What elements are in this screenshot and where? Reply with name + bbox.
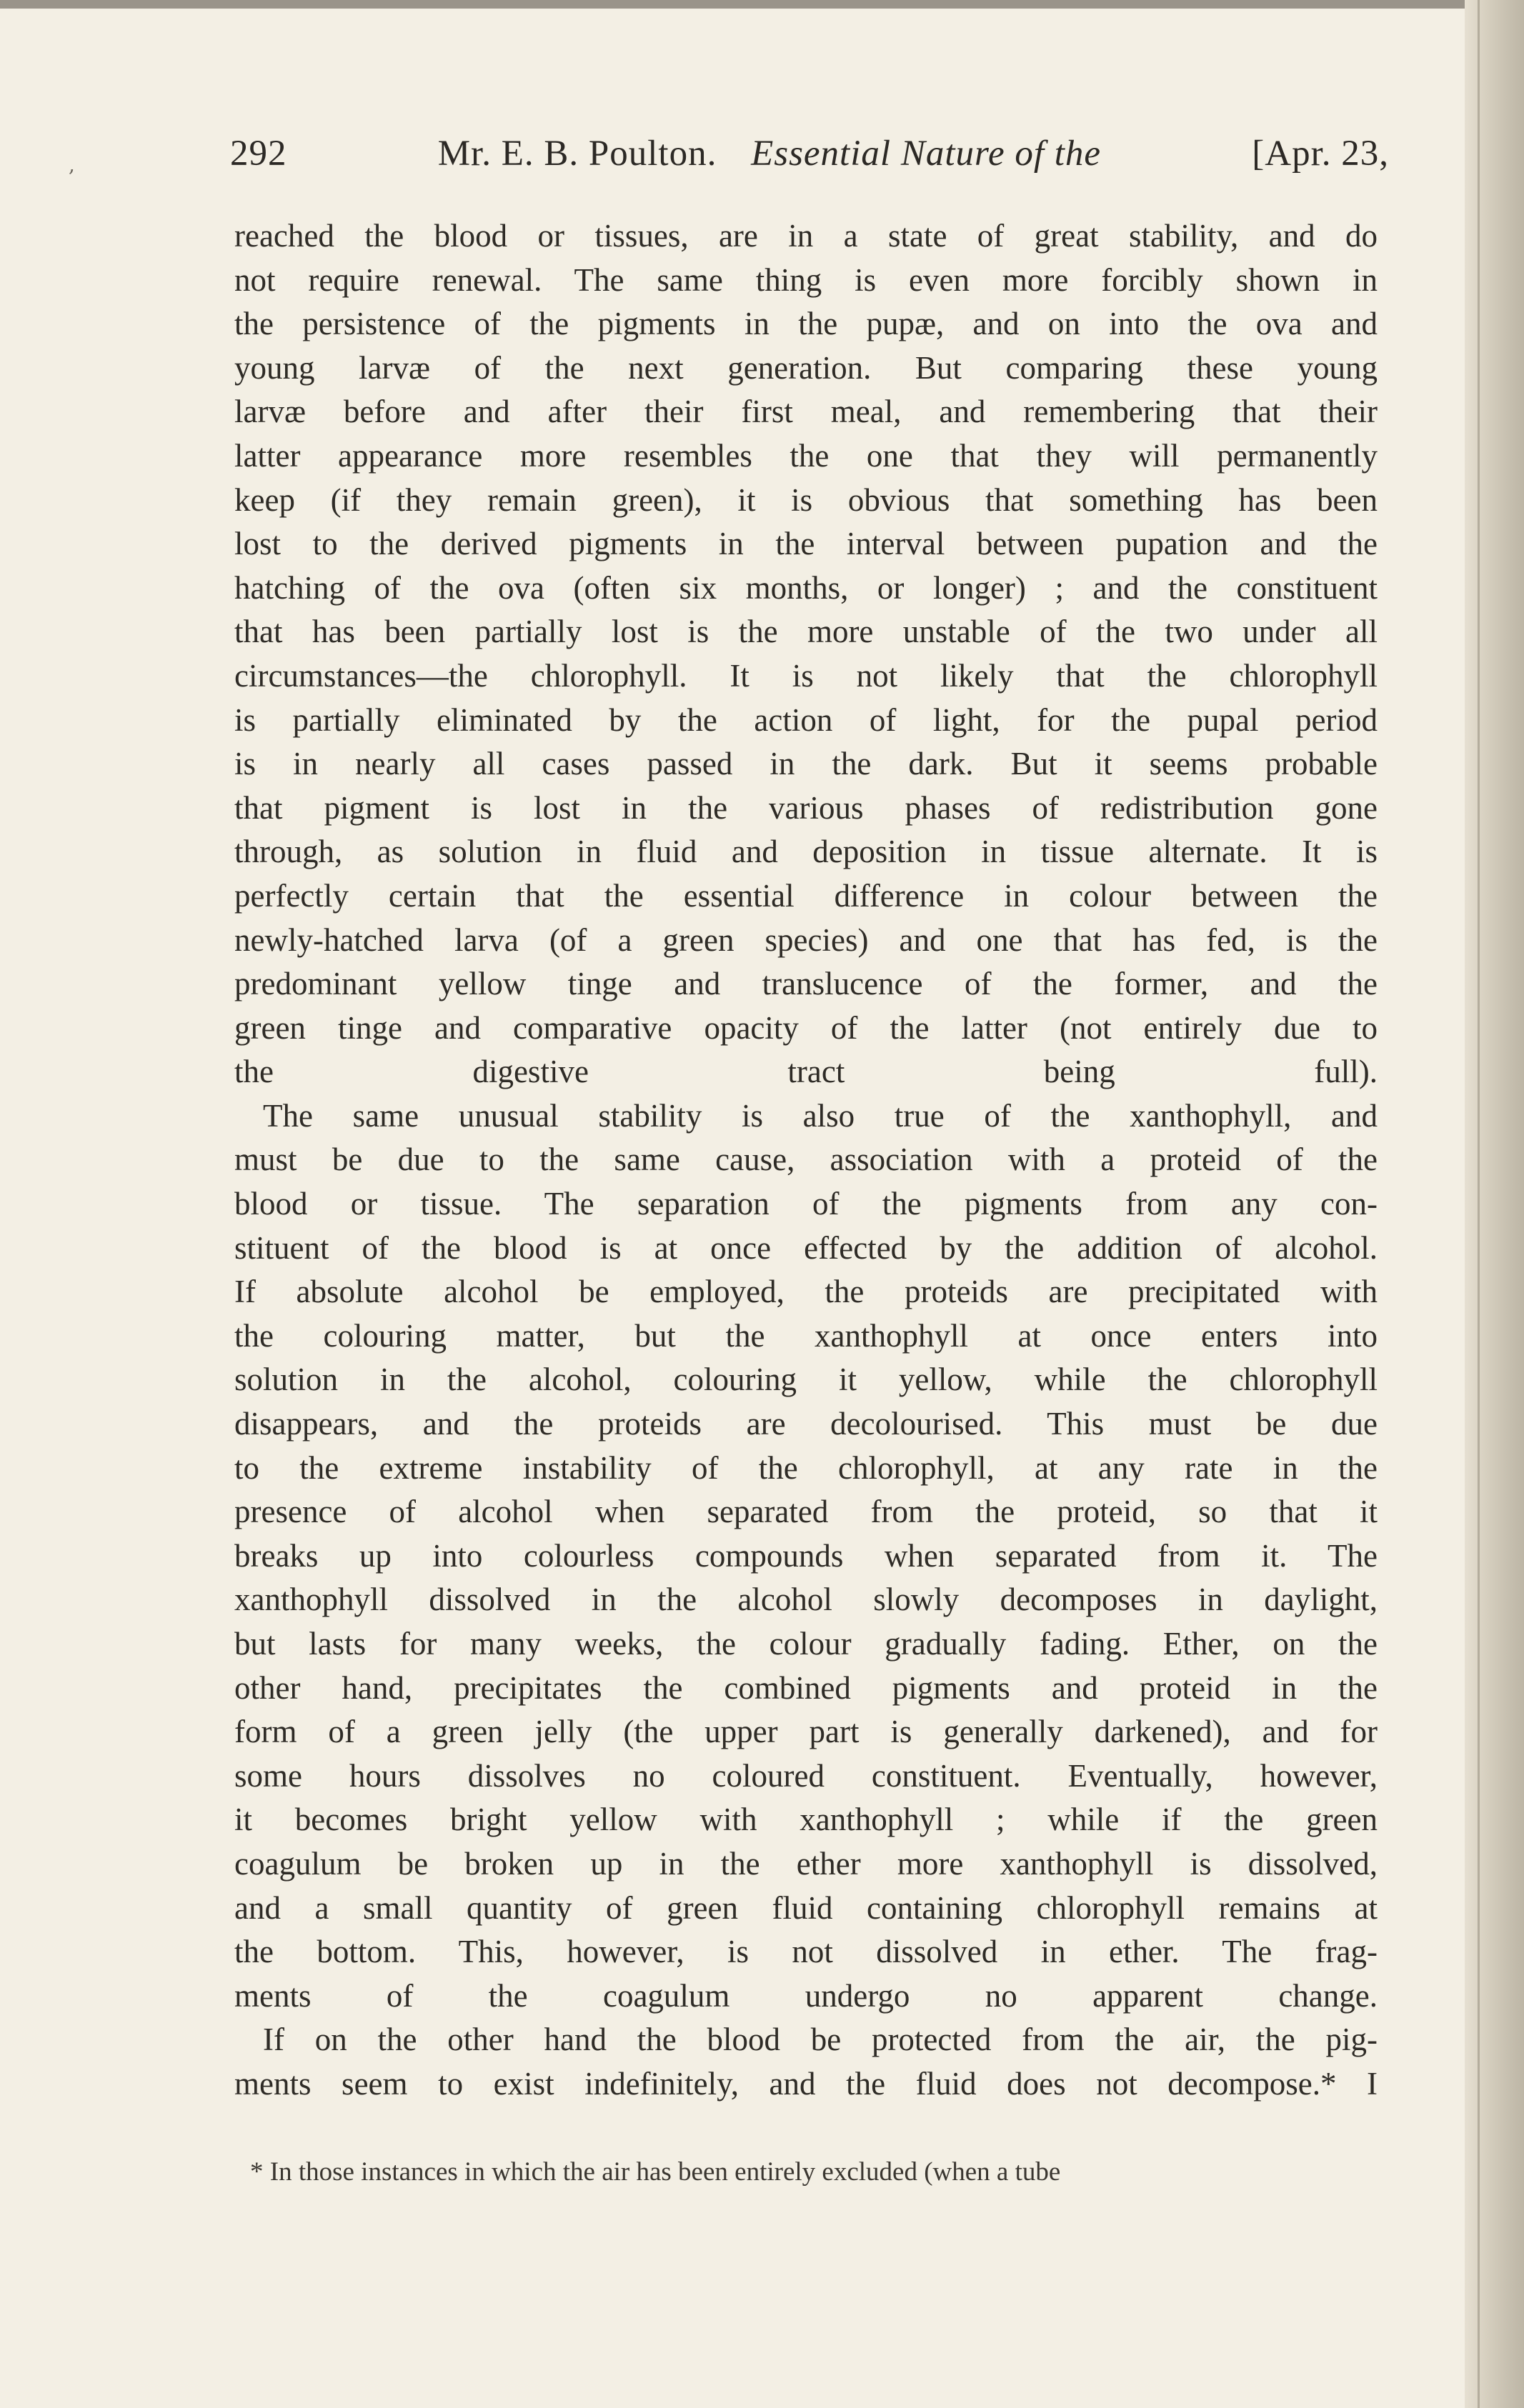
text-line: form of a green jelly (the upper part is generally darkened), and for <box>234 1714 1378 1750</box>
text-line: disappears, and the proteids are decolourised. This must be due <box>234 1406 1378 1442</box>
body-text <box>234 214 1378 2107</box>
header-date: [Apr. 23, <box>1252 134 1389 174</box>
text-line: the persistence of the pigments in the pupæ, and on into the ova and <box>234 306 1378 342</box>
text-line: latter appearance more resembles the one that they will permanently <box>234 437 1378 474</box>
text-line: some hours dissolves no coloured constituent. Eventually, however, <box>234 1757 1378 1794</box>
text-line: that has been partially lost is the more unstable of the two under all <box>234 614 1378 650</box>
page-number: 292 <box>230 134 287 174</box>
text-line: is in nearly all cases passed in the dark. But it seems probable <box>234 746 1378 782</box>
header-title <box>438 133 1101 174</box>
text-line: and a small quantity of green fluid containing chlorophyll remains at <box>234 1889 1378 1926</box>
text-line: newly-hatched larva (of a green species) and one that has fed, is the <box>234 921 1378 958</box>
margin-mark: , <box>69 153 75 176</box>
text-line: the colouring matter, but the xanthophyll at once enters into <box>234 1317 1378 1354</box>
paragraph <box>234 2018 1378 2106</box>
header-subtitle: Essential Nature of the <box>751 134 1102 174</box>
text-line: predominant yellow tinge and translucence of the former, and the <box>234 966 1378 1002</box>
text-line: but lasts for many weeks, the colour gradually fading. Ether, on the <box>234 1626 1378 1662</box>
text-line: is partially eliminated by the action of light, for the pupal period <box>234 701 1378 738</box>
text-line: xanthophyll dissolved in the alcohol slowly decomposes in daylight, <box>234 1582 1378 1618</box>
text-line: the bottom. This, however, is not dissolved in ether. The frag- <box>234 1934 1378 1970</box>
text-line: it becomes bright yellow with xanthophyll ; while if the green <box>234 1802 1378 1838</box>
text-line: keep (if they remain green), it is obvious that something has been <box>234 481 1378 518</box>
text-line: The same unusual stability is also true of the xanthophyll, and <box>263 1097 1378 1134</box>
text-line: breaks up into colourless compounds when separated from it. The <box>234 1537 1378 1574</box>
text-line: If absolute alcohol be employed, the proteids are precipitated with <box>234 1274 1378 1310</box>
text-line: not require renewal. The same thing is even more forcibly shown in <box>234 261 1378 298</box>
text-line: perfectly certain that the essential difference in colour between the <box>234 877 1378 914</box>
text-line: ments seem to exist indefinitely, and the fluid does not decompose.* I <box>234 2065 1378 2102</box>
text-line: that pigment is lost in the various phases of redistribution gone <box>234 789 1378 826</box>
running-header <box>230 133 1389 190</box>
text-line: larvæ before and after their first meal, and remembering that their <box>234 394 1378 430</box>
text-line: If on the other hand the blood be protected from the air, the pig- <box>263 2022 1378 2058</box>
text-line: solution in the alcohol, colouring it yellow, while the chlorophyll <box>234 1362 1378 1398</box>
text-line: the digestive tract being full). <box>234 1054 1378 1090</box>
text-line: young larvæ of the next generation. But comparing these young <box>234 349 1378 386</box>
spine-gutter-line <box>1478 0 1480 2408</box>
text-line: must be due to the same cause, association with a proteid of the <box>234 1141 1378 1178</box>
text-line: presence of alcohol when separated from the proteid, so that it <box>234 1494 1378 1530</box>
text-line: blood or tissue. The separation of the pigments from any con- <box>234 1186 1378 1222</box>
text-line: lost to the derived pigments in the interval between pupation and the <box>234 526 1378 562</box>
top-edge <box>0 0 1524 9</box>
text-line: other hand, precipitates the combined pigments and proteid in the <box>234 1669 1378 1706</box>
text-line: to the extreme instability of the chlorophyll, at any rate in the <box>234 1449 1378 1486</box>
text-line: coagulum be broken up in the ether more xanthophyll is dissolved, <box>234 1845 1378 1882</box>
text-line: reached the blood or tissues, are in a state of great stability, and do <box>234 218 1378 254</box>
text-line: ments of the coagulum undergo no apparent change. <box>234 1977 1378 2014</box>
header-author: Mr. E. B. Poulton. <box>437 134 717 174</box>
footnote: * In those instances in which the air has been entirely excluded (when a tube <box>250 2157 1061 2187</box>
text-line: circumstances—the chlorophyll. It is not likely that the chlorophyll <box>234 657 1378 694</box>
text-line: stituent of the blood is at once effected by the addition of alcohol. <box>234 1229 1378 1266</box>
paragraph <box>234 1094 1378 2018</box>
text-line: green tinge and comparative opacity of the latter (not entirely due to <box>234 1009 1378 1046</box>
paragraph <box>234 214 1378 1094</box>
text-line: through, as solution in fluid and deposition in tissue alternate. It is <box>234 834 1378 870</box>
book-spine-edge <box>1465 0 1524 2408</box>
text-line: hatching of the ova (often six months, or longer) ; and the constituent <box>234 569 1378 606</box>
